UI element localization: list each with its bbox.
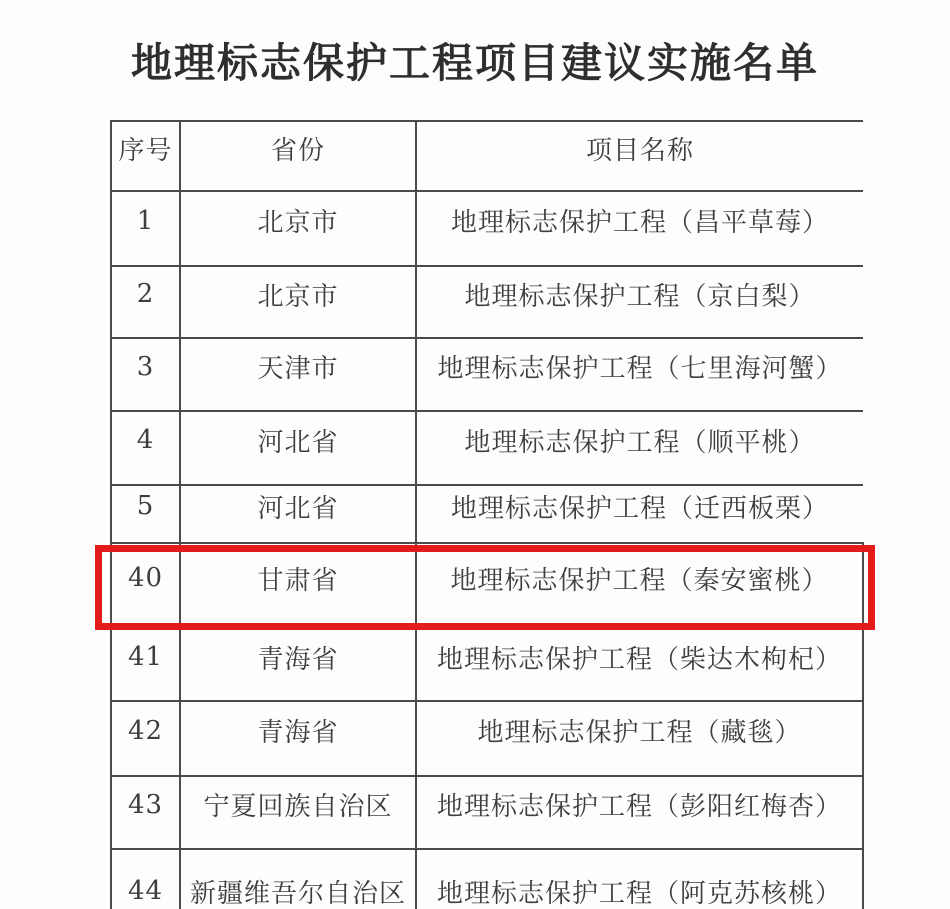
- table-row: [111, 776, 863, 849]
- row-number-cell: 43: [111, 776, 180, 849]
- header-col-project: 项目名称: [416, 121, 863, 191]
- row-number-cell: 2: [111, 266, 180, 338]
- row-project-cell: 地理标志保护工程（七里海河蟹）: [416, 338, 863, 411]
- row-project-cell: 地理标志保护工程（京白梨）: [416, 266, 863, 338]
- table-row: [111, 191, 863, 266]
- row-province-cell: 天津市: [180, 338, 416, 411]
- table-row: [111, 629, 863, 701]
- row-province-cell: 新疆维吾尔自治区: [180, 849, 416, 909]
- row-province-cell: 青海省: [180, 629, 416, 701]
- table-row: [111, 701, 863, 776]
- row-project-cell: 地理标志保护工程（顺平桃）: [416, 411, 863, 485]
- row-province-cell: 宁夏回族自治区: [180, 776, 416, 849]
- row-province-cell: 河北省: [180, 485, 416, 543]
- row-province-cell: 北京市: [180, 266, 416, 338]
- row-project-cell: 地理标志保护工程（迁西板栗）: [416, 485, 863, 543]
- row-project-cell: 地理标志保护工程（秦安蜜桃）: [416, 543, 863, 629]
- row-project-cell: 地理标志保护工程（彭阳红梅杏）: [416, 776, 863, 849]
- table-row: [111, 338, 863, 411]
- table-row: [111, 411, 863, 485]
- table-row: [111, 849, 863, 909]
- row-province-cell: 甘肃省: [180, 543, 416, 629]
- table-header-row: [111, 121, 863, 191]
- row-province-cell: 青海省: [180, 701, 416, 776]
- row-number-cell: 42: [111, 701, 180, 776]
- table-row: [111, 485, 863, 543]
- header-col-number: 序号: [111, 121, 180, 191]
- row-project-cell: 地理标志保护工程（藏毯）: [416, 701, 863, 776]
- table-row: [111, 543, 863, 629]
- row-number-cell: 4: [111, 411, 180, 485]
- row-number-cell: 40: [111, 543, 180, 629]
- row-number-cell: 1: [111, 191, 180, 266]
- row-project-cell: 地理标志保护工程（阿克苏核桃）: [416, 849, 863, 909]
- row-province-cell: 北京市: [180, 191, 416, 266]
- row-project-cell: 地理标志保护工程（昌平草莓）: [416, 191, 863, 266]
- row-number-cell: 3: [111, 338, 180, 411]
- header-col-province: 省份: [180, 121, 416, 191]
- table-row: [111, 266, 863, 338]
- projects-table: [110, 120, 864, 909]
- row-number-cell: 5: [111, 485, 180, 543]
- page-title: 地理标志保护工程项目建议实施名单: [131, 40, 819, 86]
- row-number-cell: 41: [111, 629, 180, 701]
- row-project-cell: 地理标志保护工程（柴达木枸杞）: [416, 629, 863, 701]
- row-province-cell: 河北省: [180, 411, 416, 485]
- row-number-cell: 44: [111, 849, 180, 909]
- table-body: [111, 191, 863, 909]
